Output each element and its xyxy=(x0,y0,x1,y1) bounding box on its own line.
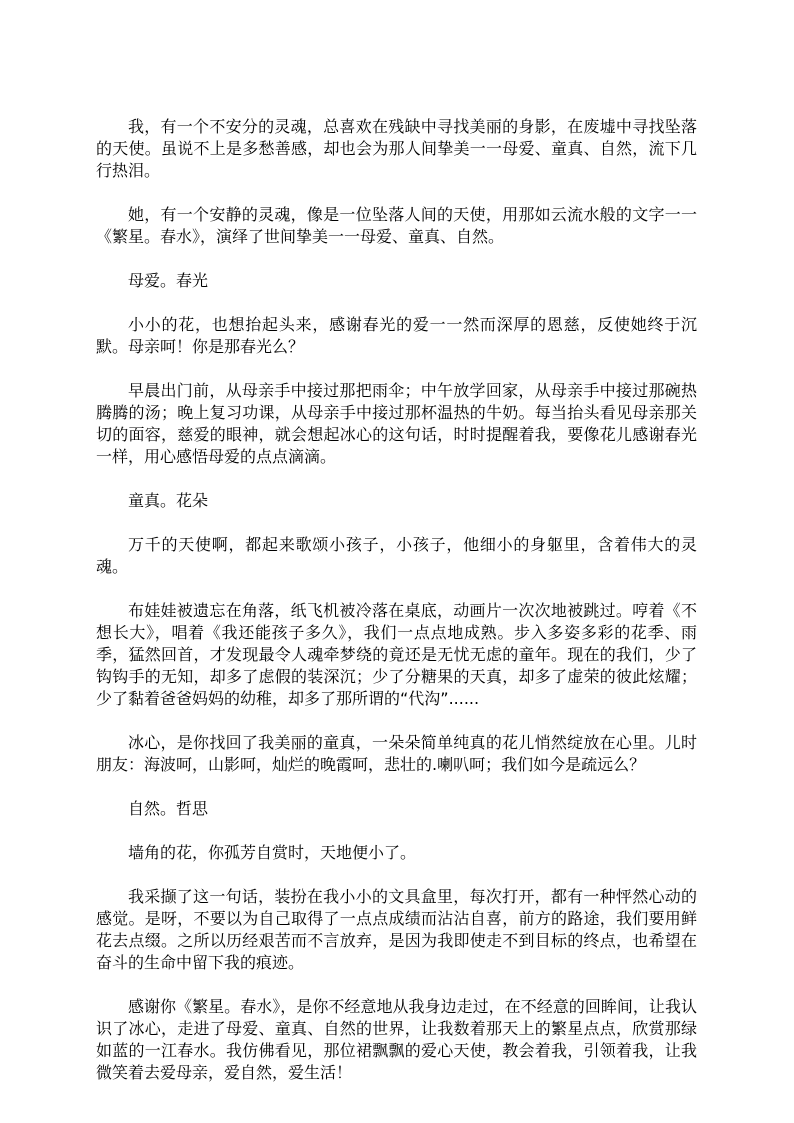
paragraph-bingxin-childhood: 冰心，是你找回了我美丽的童真，一朵朵简单纯真的花儿悄然绽放在心里。儿时朋友：海波呵，山影呵，灿烂的晚霞呵，悲壮的.喇叭呵；我们如今是疏远么？ xyxy=(96,733,697,774)
section-heading-childhood: 童真。花朵 xyxy=(128,491,209,510)
paragraph-growing-up: 布娃娃被遗忘在角落，纸飞机被冷落在桌底，动画片一次次地被跳过。哼着《不想长大》，唱着《我还能孩子多久》，我们一点点地成熟。步入多姿多彩的花季、雨季，猛然回首，才发现最令人魂牵梦绕的竟还是无忧无虑的童年。现在的我们，少了钩钩手的无知，却多了虑假的装深沉；少了分糖果的天真，却多了虚荣的彼此炫耀；少了黏着爸爸妈妈的幼稚，却多了那所谓的“代沟”...... xyxy=(96,601,697,708)
document-body xyxy=(96,116,697,1106)
paragraph-quote-flower: 墙角的花，你孤芳自赏时，天地便小了。 xyxy=(128,843,417,862)
paragraph-quote-spring: 小小的花，也想抬起头来，感谢春光的爱一一然而深厚的恩慈，反使她终于沉默。母亲呵！你是那春光么？ xyxy=(96,315,697,356)
paragraph-reflection: 我采撷了这一句话，装扮在我小小的文具盒里，每次打开，都有一种怦然心动的感觉。是呀，不要以为自己取得了一点点成绩而沾沾自喜，前方的路途，我们要用鲜花去点缀。之所以历经艰苦而不言放弃，是因为我即使走不到目标的终点，也希望在奋斗的生命中留下我的痕迹。 xyxy=(96,887,697,972)
paragraph-intro-self: 我，有一个不安分的灵魂，总喜欢在残缺中寻找美丽的身影，在废墟中寻找坠落的天使。虽说不上是多愁善感，却也会为那人间挚美一一母爱、童真、自然，流下几行热泪。 xyxy=(96,117,697,180)
section-heading-nature: 自然。哲思 xyxy=(128,799,209,818)
paragraph-quote-angels: 万千的天使啊，都起来歌颂小孩子，小孩子，他细小的身躯里，含着伟大的灵魂。 xyxy=(96,535,697,576)
paragraph-mother-care: 早晨出门前，从母亲手中接过那把雨伞；中午放学回家，从母亲手中接过那碗热腾腾的汤；晚上复习功课，从母亲手中接过那杯温热的牛奶。每当抬头看见母亲那关切的面容，慈爱的眼神，就会想起冰心的这句话，时时提醒着我，要像花儿感谢春光一样，用心感悟母爱的点点滴滴。 xyxy=(96,381,697,466)
section-heading-mother-love: 母爱。春光 xyxy=(128,271,209,290)
paragraph-intro-her: 她，有一个安静的灵魂，像是一位坠落人间的天使，用那如云流水般的文字一一《繁星。春水》，演绎了世间挚美一一母爱、童真、自然。 xyxy=(96,205,697,246)
paragraph-conclusion: 感谢你《繁星。春水》，是你不经意地从我身边走过，在不经意的回眸间，让我认识了冰心，走进了母爱、童真、自然的世界，让我数着那天上的繁星点点，欣赏那绿如蓝的一江春水。我仿佛看见，那位裙飘飘的爱心天使，教会着我，引领着我，让我微笑着去爱母亲，爱自然，爱生活！ xyxy=(96,997,697,1082)
